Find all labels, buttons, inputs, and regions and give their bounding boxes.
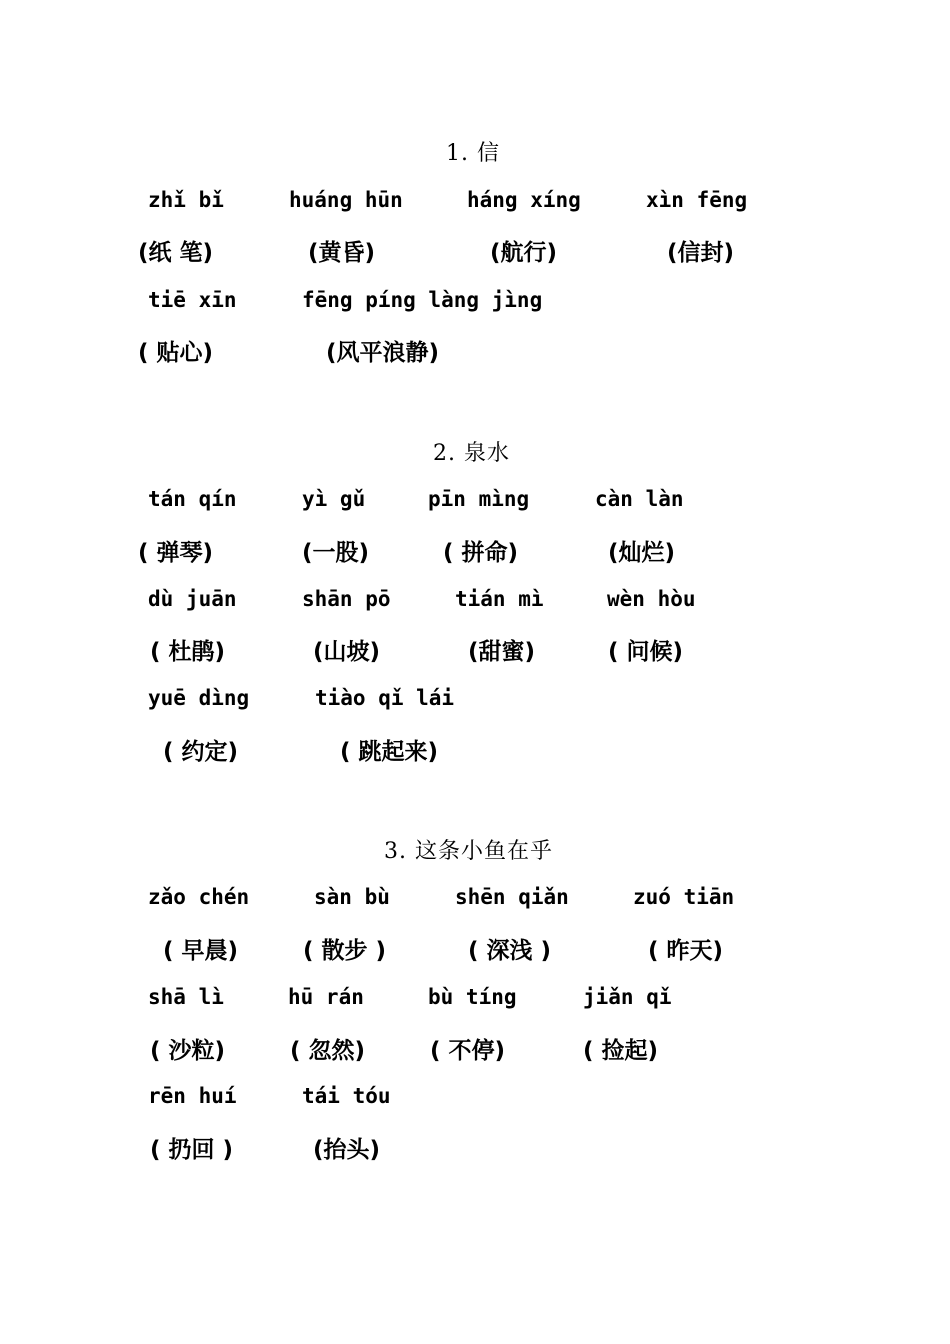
- pinyin-text: dù juān: [148, 587, 237, 611]
- chinese-word: ( 捡起): [583, 1038, 659, 1064]
- chinese-word: ( 扔回 ): [150, 1137, 234, 1163]
- pinyin-text: zǎo chén: [148, 885, 250, 909]
- chinese-word: ( 问候): [608, 639, 684, 665]
- pinyin-text: shēn qiǎn: [455, 885, 569, 909]
- chinese-word: ( 忽然): [290, 1038, 366, 1064]
- chinese-word: (一股): [302, 540, 370, 566]
- pinyin-text: tiē xīn: [148, 288, 237, 312]
- chinese-word: ( 贴心): [138, 340, 214, 366]
- pinyin-text: zhǐ bǐ: [148, 188, 224, 212]
- pinyin-text: càn làn: [595, 487, 684, 511]
- pinyin-text: rēn huí: [148, 1084, 237, 1108]
- chinese-word: ( 深浅 ): [468, 938, 552, 964]
- pinyin-text: tiào qǐ lái: [315, 686, 455, 710]
- chinese-word: ( 杜鹃): [150, 639, 226, 665]
- pinyin-text: shān pō: [302, 587, 391, 611]
- section-title: 2. 泉水: [433, 441, 510, 466]
- pinyin-text: yuē dìng: [148, 686, 250, 710]
- pinyin-text: bù tíng: [428, 985, 517, 1009]
- chinese-word: (风平浪静): [326, 340, 440, 366]
- chinese-word: ( 昨天): [648, 938, 724, 964]
- pinyin-text: tái tóu: [302, 1084, 391, 1108]
- chinese-word: (纸 笔): [138, 240, 214, 266]
- chinese-word: ( 不停): [430, 1038, 506, 1064]
- pinyin-text: háng xíng: [467, 188, 581, 212]
- section-title: 1. 信: [446, 141, 500, 166]
- pinyin-text: shā lì: [148, 985, 224, 1009]
- chinese-word: (黄昏): [308, 240, 376, 266]
- chinese-word: ( 早晨): [163, 938, 239, 964]
- chinese-word: (抬头): [313, 1137, 381, 1163]
- pinyin-text: hū rán: [288, 985, 364, 1009]
- pinyin-text: xìn fēng: [646, 188, 748, 212]
- pinyin-text: huáng hūn: [289, 188, 403, 212]
- pinyin-text: yì gǔ: [302, 487, 366, 511]
- chinese-word: ( 跳起来): [340, 739, 439, 765]
- pinyin-text: pīn mìng: [428, 487, 530, 511]
- pinyin-text: wèn hòu: [607, 587, 696, 611]
- pinyin-text: zuó tiān: [633, 885, 735, 909]
- chinese-word: ( 散步 ): [303, 938, 387, 964]
- pinyin-text: fēng píng làng jìng: [302, 288, 543, 312]
- chinese-word: (航行): [490, 240, 558, 266]
- pinyin-text: jiǎn qǐ: [583, 985, 672, 1009]
- section-title: 3. 这条小鱼在乎: [384, 839, 553, 864]
- pinyin-text: sàn bù: [314, 885, 390, 909]
- chinese-word: (信封): [667, 240, 735, 266]
- chinese-word: (灿烂): [608, 540, 676, 566]
- pinyin-text: tán qín: [148, 487, 237, 511]
- chinese-word: ( 约定): [163, 739, 239, 765]
- chinese-word: ( 弹琴): [138, 540, 214, 566]
- chinese-word: (甜蜜): [468, 639, 536, 665]
- chinese-word: ( 沙粒): [150, 1038, 226, 1064]
- chinese-word: ( 拼命): [443, 540, 519, 566]
- pinyin-text: tián mì: [455, 587, 544, 611]
- chinese-word: (山坡): [313, 639, 381, 665]
